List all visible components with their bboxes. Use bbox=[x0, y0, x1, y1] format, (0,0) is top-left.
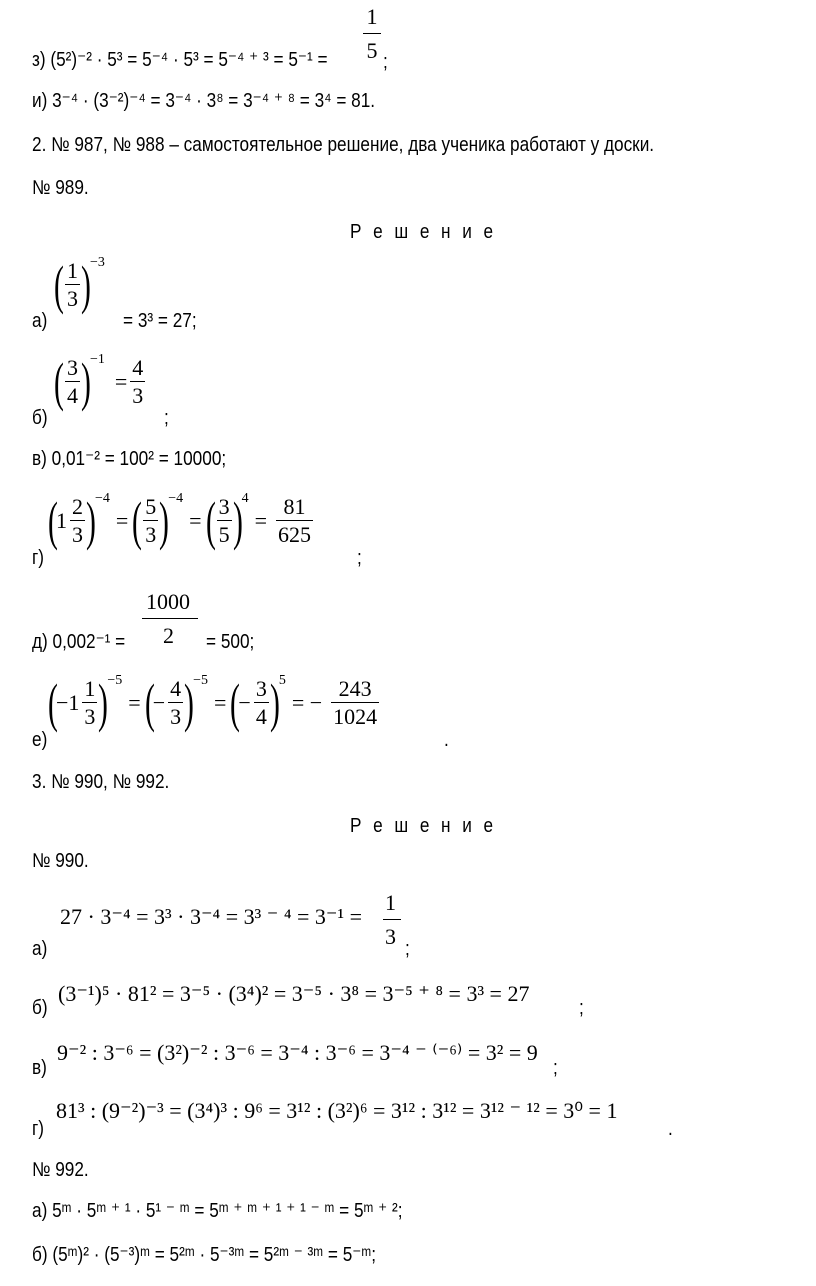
989-v-line: в) 0,01⁻² = 100² = 10000; bbox=[32, 448, 227, 470]
task-992-heading: № 992. bbox=[32, 1159, 89, 1181]
989-b-end: ; bbox=[164, 407, 169, 429]
989-e-label: е) bbox=[32, 729, 48, 751]
990-g-formula: 81³ : (9⁻²)⁻³ = (3⁴)³ : 9⁶ = 3¹² : (3²)⁶ = 3¹² : 3¹² = 3¹² ⁻ ¹² = 3⁰ = 1 bbox=[56, 1098, 618, 1123]
989-e-whole: −1 bbox=[55, 690, 80, 715]
989-d-fraction-bar bbox=[142, 618, 198, 619]
solution-heading-2: Р е ш е н и е bbox=[350, 815, 497, 837]
z-fraction-numerator: 1 bbox=[366, 4, 378, 29]
990-a-den: 3 bbox=[385, 924, 396, 949]
989-a-den: 3 bbox=[66, 286, 78, 311]
989-a-exp: −3 bbox=[89, 255, 105, 270]
989-e-num2: 4 bbox=[170, 676, 182, 701]
989-b-den: 4 bbox=[66, 383, 78, 408]
989-b-res-den: 3 bbox=[132, 383, 144, 408]
990-b-label: б) bbox=[32, 997, 48, 1019]
992-b-line: б) (5ᵐ)² · (5⁻³)ᵐ = 5²ᵐ · 5⁻³ᵐ = 5²ᵐ ⁻ ³ᵐ = 5⁻ᵐ; bbox=[32, 1244, 377, 1266]
989-e-res-den: 1024 bbox=[333, 704, 378, 729]
z-fraction-denominator: 5 bbox=[366, 38, 378, 63]
line-z: з) (5²)⁻² · 5³ = 5⁻⁴ · 5³ = 5⁻⁴ ⁺ ³ = 5⁻¹ = bbox=[32, 49, 328, 71]
989-g-formula: ( 1 $\frac{2}{3}$ ) −4 = ( $\frac{5}{3}$ ) −4 = ( $\frac{3}{5}$ ) 4 = $\frac{81}{625}$ bbox=[48, 491, 311, 551]
989-e-exp2: −5 bbox=[193, 673, 209, 688]
989-g-num2: 5 bbox=[145, 494, 157, 519]
989-a-label: а) bbox=[32, 310, 48, 332]
990-a-fraction-bar bbox=[383, 919, 401, 920]
989-d-den: 2 bbox=[163, 623, 174, 648]
989-e-den3: 4 bbox=[255, 704, 267, 729]
989-g-den2: 3 bbox=[145, 522, 157, 547]
989-b-res-num: 4 bbox=[132, 355, 144, 380]
989-e-num1: 1 bbox=[84, 676, 96, 701]
989-b-num: 3 bbox=[66, 355, 78, 380]
990-g-label: г) bbox=[32, 1118, 45, 1140]
989-g-exp1: −4 bbox=[94, 491, 110, 506]
solution-heading-1: Р е ш е н и е bbox=[350, 221, 497, 243]
990-a-formula: 27 · 3⁻⁴ = 3³ · 3⁻⁴ = 3³ ⁻ ⁴ = 3⁻¹ = bbox=[60, 904, 363, 929]
990-v-label: в) bbox=[32, 1057, 47, 1079]
989-e-res-num: 243 bbox=[338, 676, 372, 701]
992-a-line: а) 5ᵐ · 5ᵐ ⁺ ¹ · 5¹ ⁻ ᵐ = 5ᵐ ⁺ ᵐ ⁺ ¹ ⁺ ¹ ⁻ ᵐ = 5ᵐ ⁺ ²; bbox=[32, 1200, 403, 1222]
989-g-label: г) bbox=[32, 547, 45, 569]
989-g-whole: 1 bbox=[55, 508, 67, 533]
989-g-exp2: −4 bbox=[168, 491, 184, 506]
989-b-exp: −1 bbox=[89, 352, 105, 367]
989-g-num3: 3 bbox=[218, 494, 230, 519]
989-e-formula: ( −1 $\frac{1}{3}$ ) −5 = ( − $\frac{4}{3}$ ) −5 = ( − $\frac{3}{4}$ ) 5 = − $\frac{243}{1024}$ bbox=[48, 673, 378, 733]
989-a-num: 1 bbox=[66, 258, 78, 283]
989-d-rest: = 500; bbox=[206, 631, 255, 653]
989-b-formula: ( $\frac{3}{4}$ ) −1 = $\frac{4}{3}$ bbox=[54, 352, 144, 412]
line-i: и) 3⁻⁴ · (3⁻²)⁻⁴ = 3⁻⁴ · 3⁸ = 3⁻⁴ ⁺ ⁸ = 3⁴ = 81. bbox=[32, 90, 376, 112]
989-g-num1: 2 bbox=[71, 494, 83, 519]
task-990-heading: № 990. bbox=[32, 850, 89, 872]
item-3: 3. № 990, № 992. bbox=[32, 771, 170, 793]
989-e-end: . bbox=[444, 729, 449, 751]
989-g-res-num: 81 bbox=[283, 494, 306, 519]
990-v-end: ; bbox=[553, 1057, 558, 1079]
z-end: ; bbox=[383, 51, 388, 73]
990-v-formula: 9⁻² : 3⁻⁶ = (3²)⁻² : 3⁻⁶ = 3⁻⁴ : 3⁻⁶ = 3⁻⁴ ⁻ ⁽⁻⁶⁾ = 3² = 9 bbox=[57, 1040, 538, 1065]
989-b-label: б) bbox=[32, 407, 48, 429]
989-e-exp3: 5 bbox=[278, 673, 286, 688]
990-a-end: ; bbox=[405, 938, 410, 960]
990-g-end: . bbox=[668, 1118, 673, 1140]
989-e-den2: 3 bbox=[170, 704, 182, 729]
989-g-end: ; bbox=[357, 547, 362, 569]
989-a-formula: ( $\frac{1}{3}$ ) −3 bbox=[54, 255, 105, 315]
989-d-label: д) 0,002⁻¹ = bbox=[32, 631, 126, 653]
989-a-result: = 3³ = 27; bbox=[123, 310, 197, 332]
990-a-label: а) bbox=[32, 938, 48, 960]
989-e-den1: 3 bbox=[84, 704, 96, 729]
989-d-num: 1000 bbox=[146, 589, 190, 614]
990-b-formula: (3⁻¹)⁵ · 81² = 3⁻⁵ · (3⁴)² = 3⁻⁵ · 3⁸ = 3⁻⁵ ⁺ ⁸ = 3³ = 27 bbox=[58, 981, 530, 1006]
990-b-end: ; bbox=[579, 997, 584, 1019]
989-g-exp3: 4 bbox=[241, 491, 249, 506]
989-g-den3: 5 bbox=[218, 522, 230, 547]
989-g-res-den: 625 bbox=[277, 522, 311, 547]
989-e-exp1: −5 bbox=[107, 673, 123, 688]
989-g-den1: 3 bbox=[71, 522, 83, 547]
990-a-num: 1 bbox=[385, 890, 396, 915]
task-989-heading: № 989. bbox=[32, 177, 89, 199]
989-e-num3: 3 bbox=[255, 676, 267, 701]
item-2: 2. № 987, № 988 – самостоятельное решение, два ученика работают у доски. bbox=[32, 134, 655, 156]
z-fraction-bar bbox=[363, 33, 381, 34]
